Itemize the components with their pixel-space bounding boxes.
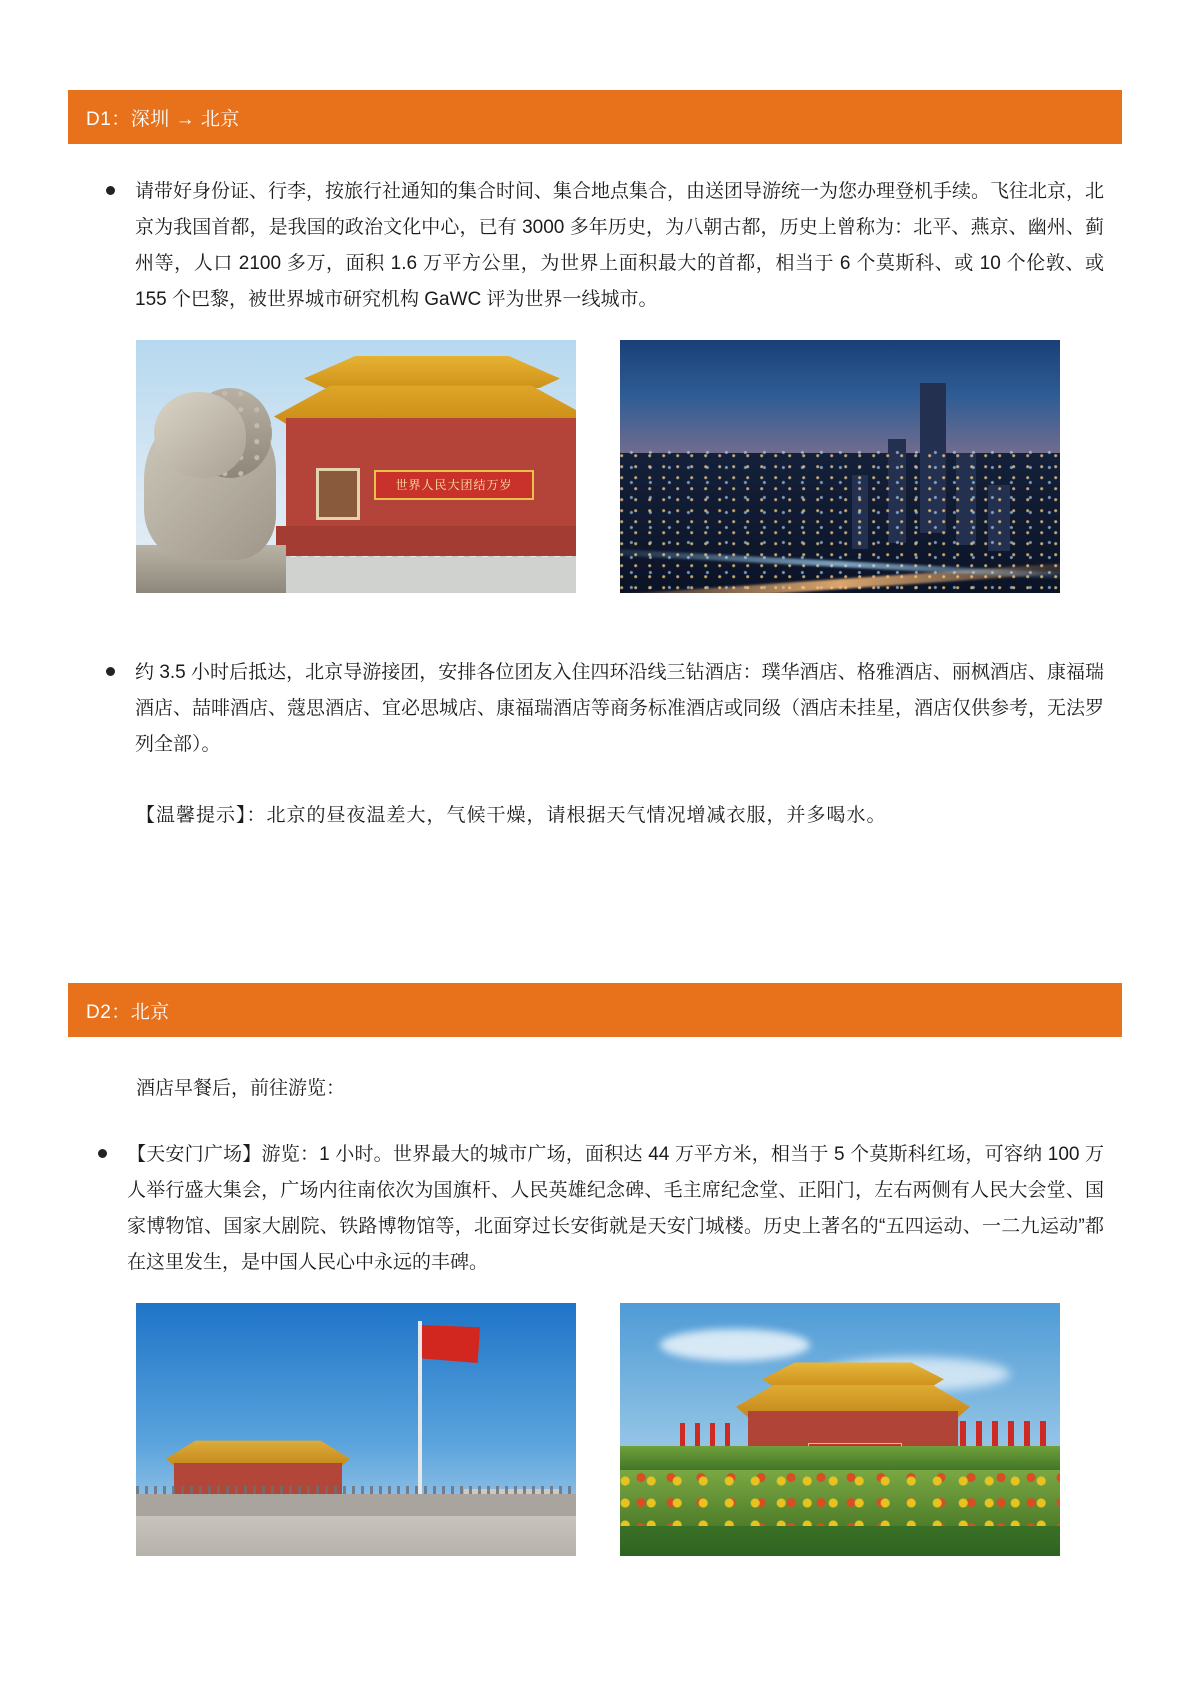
intro-d2: 酒店早餐后，前往游览： [136,1078,346,1099]
gate-banner-text: 世界人民大团结万岁 [395,478,513,492]
bullet-item [68,655,1122,763]
hedge-row [620,1446,1060,1472]
image-row-d1 [136,340,1122,593]
plaza-ground [256,557,576,593]
photo-tiananmen-square-flagpole [136,1303,576,1556]
portrait-frame [316,468,360,520]
lion-head [154,392,246,478]
paragraph-d1-2: 约 3.5 小时后抵达，北京导游接团，安排各位团友入住四环沿线三钻酒店：璞华酒店、格雅酒店、丽枫酒店、康福瑞酒店、喆啡酒店、蔻思酒店、宜必思城店、康福瑞酒店等商务标准酒店或同级（酒店未挂星，酒店仅供参考，无法罗列全部）。 [135,662,1105,755]
bullet-item [68,174,1122,318]
photo-tiananmen-gate-with-stone-lion [136,340,576,593]
section-body-d2 [68,1037,1122,1556]
cloud-left [660,1329,810,1361]
bullet-dot-icon [98,1149,107,1158]
photo-beijing-cbd-skyline-dusk [620,340,1060,593]
gate-banner [374,470,534,500]
flower-bed [620,1470,1060,1526]
foreground-ground [136,1516,576,1556]
paragraph-d1-1: 请带好身份证、行李，按旅行社通知的集合时间、集合地点集合，由送团导游统一为您办理登机手续。飞往北京，北京为我国首都，是我国的政治文化中心，已有 3000 多年历史，为八朝古都，历史上曾称为：北平、燕京、幽州、蓟州等，人口 2100 多万，面积 1.6 万平方公里，为世界上面积最大的首都，相当于 6 个莫斯科、或 10 个伦敦、或 155 个巴黎，被世界城市研究机构 GaWC 评为世界一线城市。 [135,181,1105,310]
plaza-paving [136,1494,576,1516]
image-row-d2 [136,1303,1122,1556]
bullet-item [68,1137,1122,1281]
section-body-d1 [68,174,1122,833]
photo-tiananmen-gate-flowerbeds [620,1303,1060,1556]
bullet-dot-icon [106,186,115,195]
paragraph-d2-1: 【天安门广场】游览：1 小时。世界最大的城市广场，面积达 44 万平方米，相当于 5 个莫斯科红场，可容纳 100 万人举行盛大集会，广场内往南依次为国旗杆、人民英雄纪念碑、毛主席纪念堂、正阳门，左右两侧有人民大会堂、国家博物馆、国家大剧院、铁路博物馆等，北面穿过长安街就是天安门城楼。历史上著名的“五四运动、一二九运动”都在这里发生，是中国人民心中永远的丰碑。 [127,1144,1104,1273]
bullet-dot-icon [106,667,115,676]
tip-note-d1: 【温馨提示】：北京的昼夜温差大，气候干燥，请根据天气情况增减衣服，并多喝水。 [136,804,887,826]
section-header-d1-label: D1：深圳 → 北京 [86,108,240,130]
national-flag [422,1325,480,1363]
section-header-d1 [68,90,1122,144]
section-header-d2 [68,983,1122,1037]
section-header-d2-label: D2：北京 [86,1001,170,1023]
